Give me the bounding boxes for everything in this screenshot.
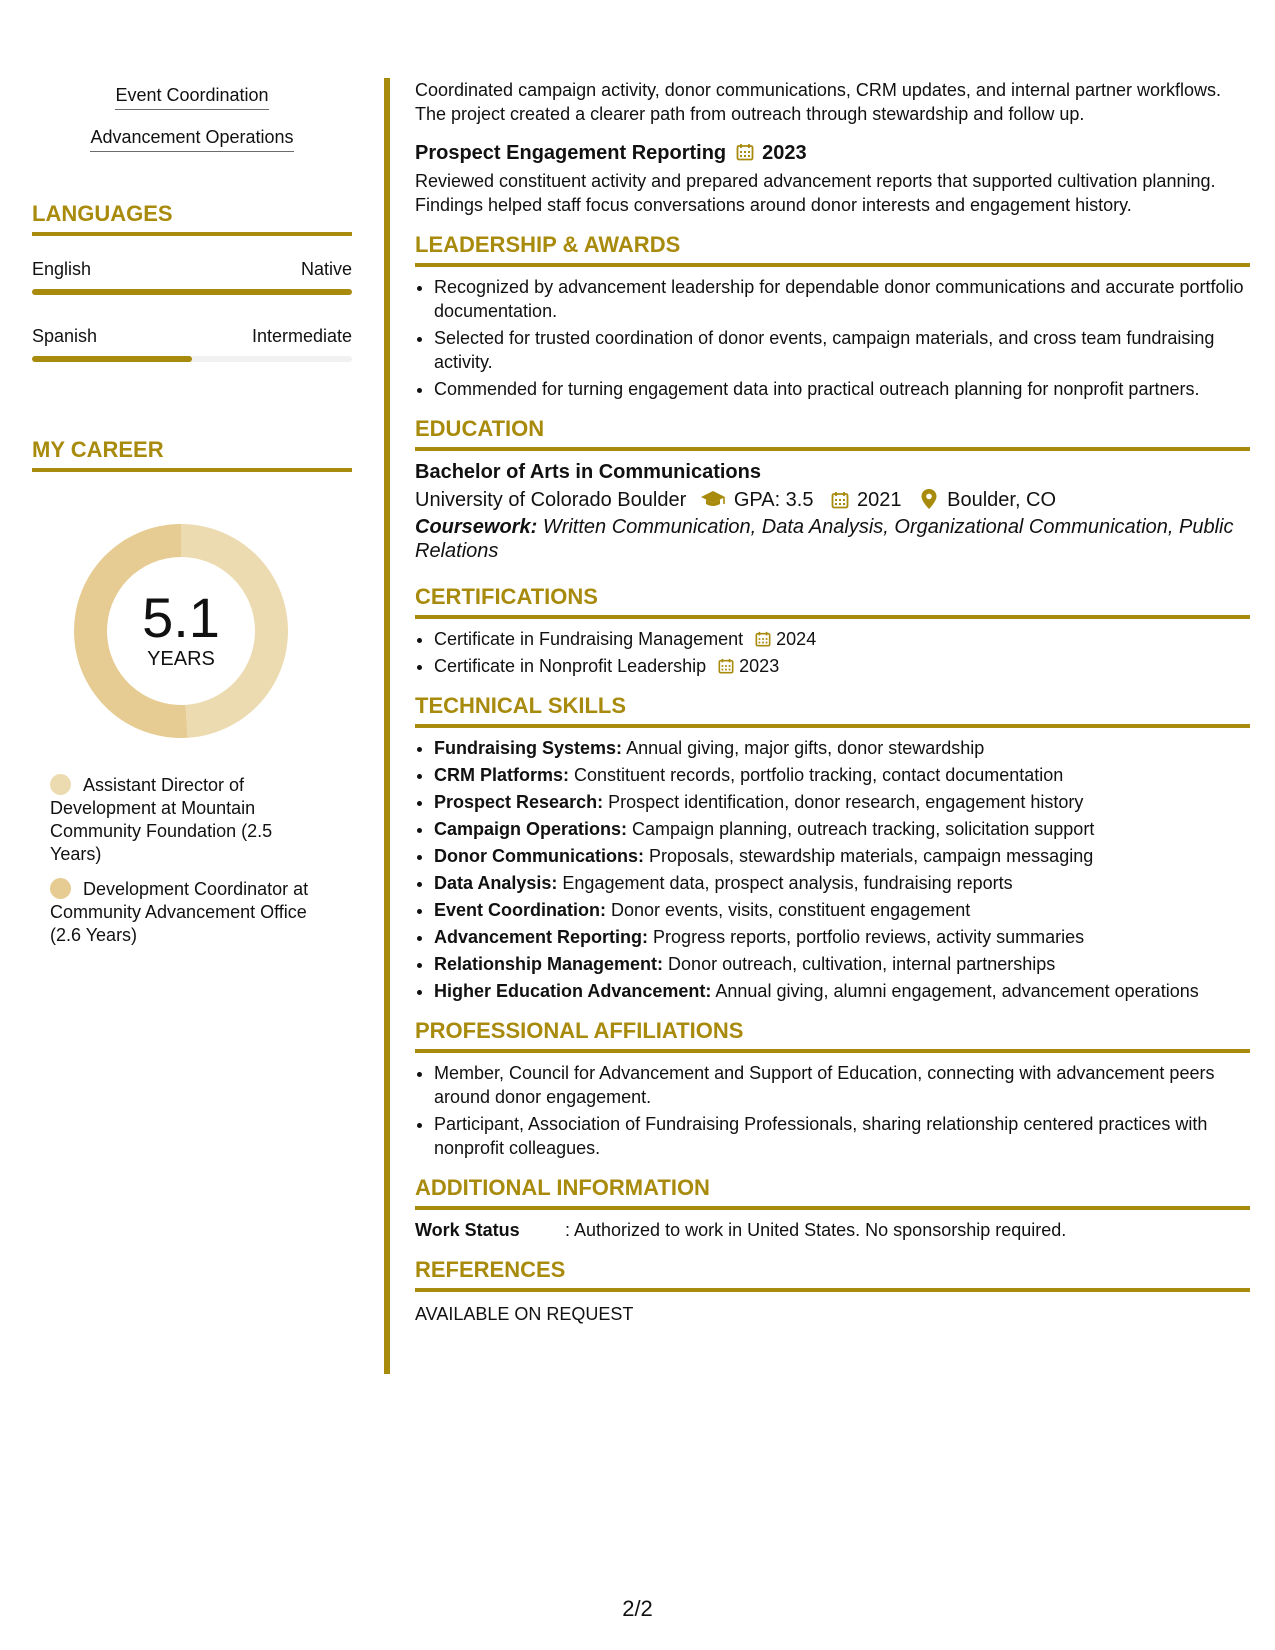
technical-skill-value: Engagement data, prospect analysis, fundraising reports — [562, 873, 1013, 893]
education-year: 2021 — [857, 489, 902, 511]
technical-skill-label: Donor Communications: — [434, 846, 644, 866]
technical-skill-value: Donor events, visits, constituent engagement — [611, 900, 971, 920]
calendar-icon — [718, 658, 734, 674]
education-location: Boulder, CO — [947, 489, 1057, 511]
education-details — [415, 485, 1250, 515]
project-year: 2023 — [762, 142, 807, 164]
affiliation-item: • Member, Council for Advancement and Support of Education, connecting with advancement peers around donor engagement. — [434, 1061, 1250, 1109]
certification-name: Certificate in Fundraising Management — [434, 629, 744, 649]
work-status-label: Work Status — [415, 1220, 520, 1240]
technical-skills-list — [415, 736, 1250, 1003]
career-legend-item — [50, 774, 320, 866]
technical-skill-value: Proposals, stewardship materials, campaign messaging — [649, 846, 1094, 866]
technical-skill-label: CRM Platforms: — [434, 765, 570, 785]
career-legend — [50, 774, 320, 947]
certification-year: 2024 — [776, 629, 817, 649]
technical-skill-item — [434, 763, 1250, 787]
technical-skill-item — [434, 817, 1250, 841]
project-intro-text: Coordinated campaign activity, donor communications, CRM updates, and internal partner workflows. The project created a clearer path from outreach through stewardship and follow up. — [415, 80, 1222, 124]
language-name: Spanish — [32, 326, 98, 346]
technical-skill-label: Prospect Research: — [434, 792, 604, 812]
technical-skills-heading: TECHNICAL SKILLS — [415, 692, 1250, 728]
technical-skill-item — [434, 898, 1250, 922]
technical-skill-label: Fundraising Systems: — [434, 738, 623, 758]
skill-pill-list — [32, 84, 352, 152]
technical-skill-value: Annual giving, major gifts, donor stewardship — [626, 738, 985, 758]
project-description: Reviewed constituent activity and prepared advancement reports that supported cultivation planning. Findings helped staff focus conversations around donor interests and engagement history. — [415, 171, 1216, 215]
career-legend-label: Assistant Director of Development at Mountain Community Foundation (2.5 Years) — [50, 775, 273, 864]
location-pin-icon — [921, 489, 937, 509]
page-number: 2/2 — [622, 1596, 653, 1621]
project-title: Prospect Engagement Reporting — [415, 142, 727, 164]
certification-item — [434, 654, 1250, 678]
education-degree: Bachelor of Arts in Communications — [415, 461, 761, 483]
technical-skill-value: Prospect identification, donor research, engagement history — [608, 792, 1084, 812]
technical-skill-item — [434, 979, 1250, 1003]
certification-name: Certificate in Nonprofit Leadership — [434, 656, 707, 676]
legend-dot-icon — [50, 774, 71, 795]
language-level: Native — [300, 259, 352, 279]
career-legend-label: Development Coordinator at Community Advancement Office (2.6 Years) — [50, 879, 309, 945]
language-proficiency-fill — [32, 356, 192, 362]
column-divider — [384, 78, 390, 1374]
technical-skill-item — [434, 790, 1250, 814]
language-level: Intermediate — [251, 326, 352, 346]
technical-skill-item — [434, 952, 1250, 976]
additional-info-heading: ADDITIONAL INFORMATION — [415, 1174, 1250, 1210]
languages-heading: LANGUAGES — [32, 200, 352, 236]
career-legend-item — [50, 878, 320, 947]
work-status-row — [415, 1218, 1250, 1242]
skill-pill: Event Coordination — [115, 84, 268, 110]
donut-center — [66, 516, 296, 746]
education-school: University of Colorado Boulder — [415, 489, 687, 511]
technical-skill-item — [434, 844, 1250, 868]
language-item — [32, 258, 352, 295]
education-coursework — [415, 515, 1250, 563]
leadership-item: • Commended for turning engagement data into practical outreach planning for nonprofit partners. — [434, 377, 1250, 401]
graduation-cap-icon — [700, 489, 726, 509]
language-name: English — [32, 259, 92, 279]
languages-section — [32, 200, 352, 362]
references-text: AVAILABLE ON REQUEST — [415, 1304, 634, 1324]
technical-skill-label: Advancement Reporting: — [434, 927, 649, 947]
education-heading: EDUCATION — [415, 415, 1250, 451]
certification-year: 2023 — [739, 656, 780, 676]
language-proficiency-bar — [32, 289, 352, 295]
leadership-item: • Selected for trusted coordination of donor events, campaign materials, and cross team fundraising activity. — [434, 326, 1250, 374]
legend-dot-icon — [50, 878, 71, 899]
technical-skill-label: Campaign Operations: — [434, 819, 628, 839]
skill-pill: Advancement Operations — [90, 126, 293, 152]
technical-skill-value: Progress reports, portfolio reviews, activity summaries — [653, 927, 1085, 947]
affiliation-item: • Participant, Association of Fundraising Professionals, sharing relationship centered practices with nonprofit colleagues. — [434, 1112, 1250, 1160]
calendar-icon — [755, 631, 771, 647]
leadership-heading: LEADERSHIP & AWARDS — [415, 231, 1250, 267]
affiliations-heading: PROFESSIONAL AFFILIATIONS — [415, 1017, 1250, 1053]
references-heading: REFERENCES — [415, 1256, 1250, 1292]
technical-skill-value: Campaign planning, outreach tracking, solicitation support — [632, 819, 1095, 839]
left-column — [32, 84, 352, 959]
technical-skill-item — [434, 871, 1250, 895]
affiliations-list — [415, 1061, 1250, 1160]
coursework-list: Written Communication, Data Analysis, Organizational Communication, Public Relations — [415, 516, 1234, 562]
technical-skill-label: Event Coordination: — [434, 900, 606, 920]
career-section — [32, 436, 352, 947]
right-column — [415, 78, 1250, 1326]
leadership-item: • Recognized by advancement leadership for dependable donor communications and accurate portfolio documentation. — [434, 275, 1250, 323]
technical-skill-label: Data Analysis: — [434, 873, 558, 893]
language-item — [32, 325, 352, 362]
technical-skill-value: Constituent records, portfolio tracking, contact documentation — [574, 765, 1064, 785]
language-proficiency-bar — [32, 356, 352, 362]
leadership-list — [415, 275, 1250, 401]
technical-skill-label: Higher Education Advancement: — [434, 981, 712, 1001]
technical-skill-value: Donor outreach, cultivation, internal partnerships — [668, 954, 1056, 974]
technical-skill-item — [434, 736, 1250, 760]
work-status-value: : Authorized to work in United States. No sponsorship required. — [565, 1220, 1067, 1240]
career-total-unit: YEARS — [147, 648, 215, 670]
coursework-label: Coursework: — [415, 516, 538, 538]
project-title-row — [415, 140, 1250, 166]
technical-skill-label: Relationship Management: — [434, 954, 664, 974]
education-gpa: GPA: 3.5 — [733, 489, 814, 511]
certifications-list — [415, 627, 1250, 678]
certifications-heading: CERTIFICATIONS — [415, 583, 1250, 619]
language-proficiency-fill — [32, 289, 352, 295]
certification-item — [434, 627, 1250, 651]
career-total-value: 5.1 — [142, 586, 220, 649]
technical-skill-item — [434, 925, 1250, 949]
calendar-icon — [736, 143, 754, 161]
technical-skill-value: Annual giving, alumni engagement, advancement operations — [715, 981, 1199, 1001]
career-donut-chart — [66, 516, 296, 746]
calendar-icon — [831, 491, 849, 509]
career-heading: MY CAREER — [32, 436, 352, 472]
